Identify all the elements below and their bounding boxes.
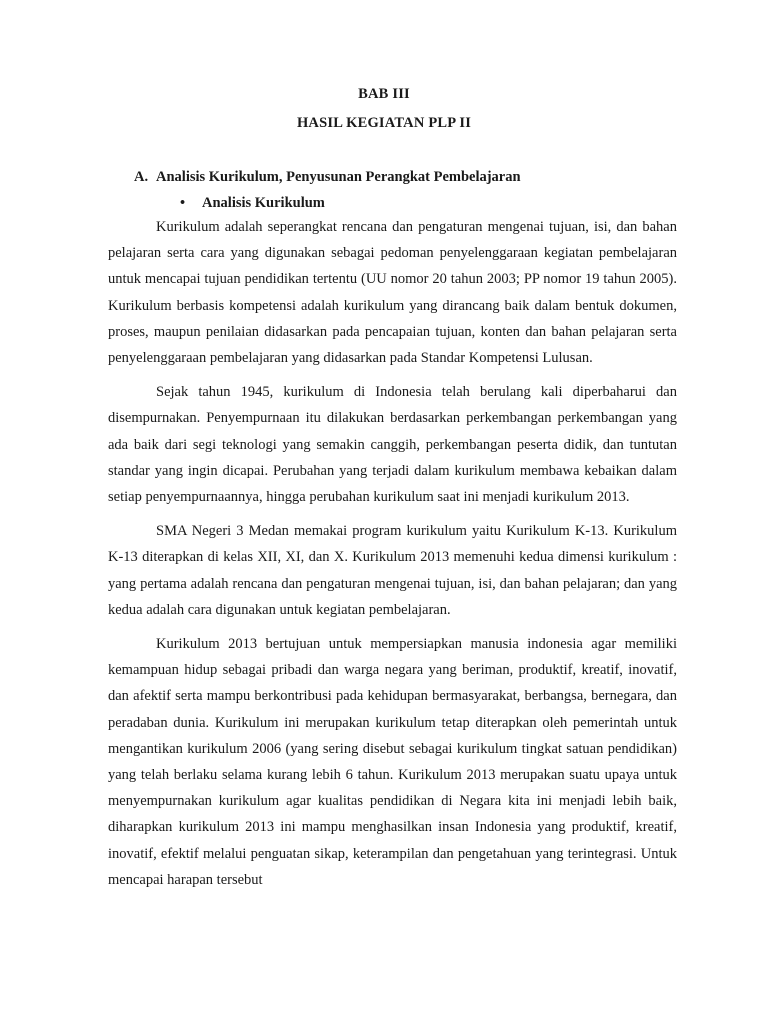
paragraph-2: Sejak tahun 1945, kurikulum di Indonesia telah berulang kali diperbaharui dan disempurnakan. Penyempurnaan itu dilakukan berdasarkan perkembangan perkembangan yang ada baik dari segi teknologi yang semakin canggih, perkembangan peserta didik, dan tuntutan standar yang ingin dicapai. Perubahan yang terjadi dalam kurikulum membawa kebaikan dalam setiap penyempurnaannya, hingga perubahan kurikulum saat ini menjadi kurikulum 2013.: [108, 384, 677, 506]
paragraph-4: Kurikulum 2013 bertujuan untuk mempersiapkan manusia indonesia agar memiliki kemampuan hidup sebagai pribadi dan warga negara yang beriman, produktif, kreatif, inovatif, dan afektif serta mampu berkontribusi pada kehidupan bermasyarakat, berbangsa, bernegara, dan peradaban dunia. Kurikulum ini merupakan kurikulum tetap diterapkan oleh pemerintah untuk mengantikan kurikulum 2006 (yang sering disebut sebagai kurikulum tingkat satuan pendidikan) yang telah berlaku selama kurang lebih 6 tahun. Kurikulum 2013 merupakan suatu upaya untuk menyempurnakan kurikulum agar kualitas pendidikan di Negara kita ini menjadi lebih baik, diharapkan kurikulum 2013 ini mampu menghasilkan insan Indonesia yang produktif, kreatif, inovatif, efektif melalui penguatan sikap, keterampilan dan pengetahuan yang terintegrasi. Untuk mencapai harapan tersebut: [108, 636, 677, 888]
subsection-heading: [180, 195, 325, 212]
chapter-number: BAB III: [358, 86, 410, 102]
body-text: [108, 214, 677, 901]
paragraph-3: SMA Negeri 3 Medan memakai program kurikulum yaitu Kurikulum K-13. Kurikulum K-13 diterapkan di kelas XII, XI, dan X. Kurikulum 2013 memenuhi kedua dimensi kurikulum : yang pertama adalah rencana dan pengaturan mengenai tujuan, isi, dan bahan pelajaran; dan yang kedua adalah cara digunakan untuk kegiatan pembelajaran.: [108, 523, 677, 618]
bullet-icon: •: [180, 195, 186, 211]
section-heading: [134, 169, 521, 186]
section-letter: A.: [134, 169, 149, 185]
chapter-title: HASIL KEGIATAN PLP II: [296, 115, 472, 131]
paragraph-1: Kurikulum adalah seperangkat rencana dan pengaturan mengenai tujuan, isi, dan bahan pelajaran serta cara yang digunakan sebagai pedoman penyelenggaraan kegiatan pembelajaran untuk mencapai tujuan pendidikan tertentu (UU nomor 20 tahun 2003; PP nomor 19 tahun 2005). Kurikulum berbasis kompetensi adalah kurikulum yang dirancang baik dalam bentuk dokumen, proses, maupun penilaian didasarkan pada pencapaian tujuan, konten dan bahan pelajaran serta penyelenggaraan pembelajaran yang didasarkan pada Standar Kompetensi Lulusan.: [108, 219, 677, 367]
subsection-title: Analisis Kurikulum: [202, 195, 325, 211]
section-title: Analisis Kurikulum, Penyusunan Perangkat Pembelajaran: [156, 169, 521, 185]
